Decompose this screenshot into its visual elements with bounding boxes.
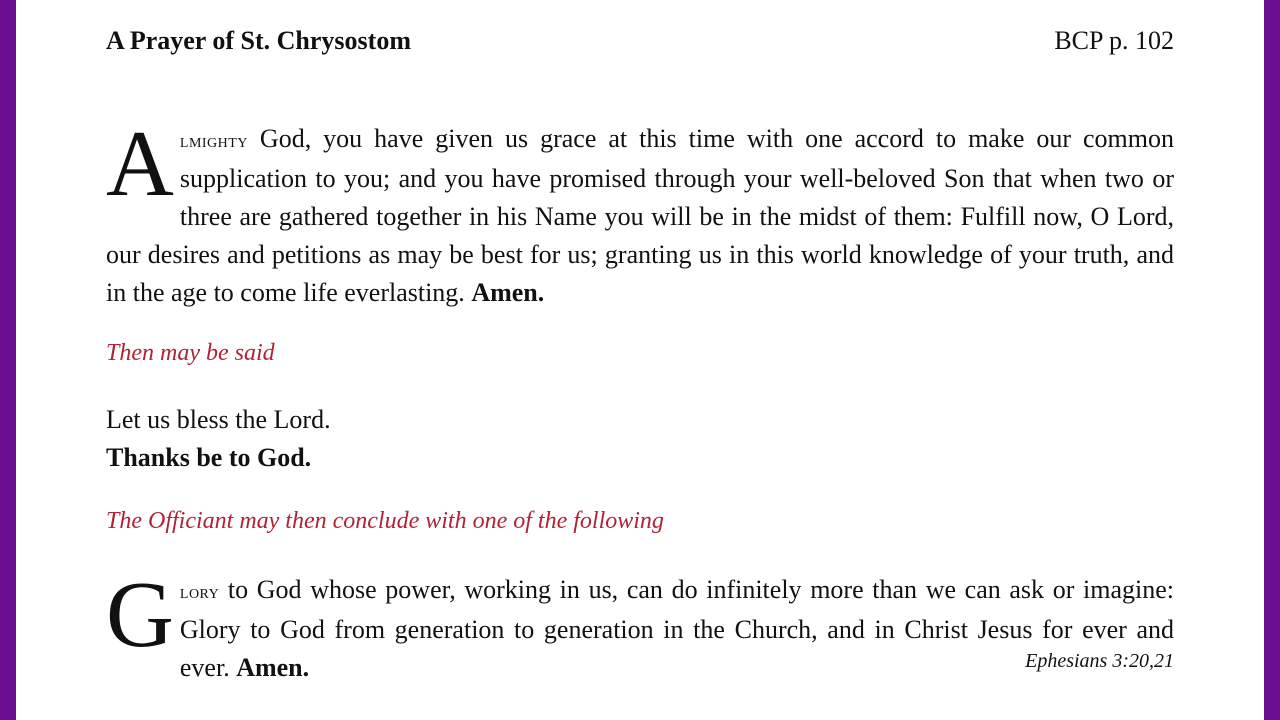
prayer-body: God, you have given us grace at this time with one accord to make our common supplication to you; and you have promised through your well-beloved Son that when two or three are gathered together in his Name you will be in the midst of them: Fulfill now, O Lord, our desires and petitions as may be best for us; granting us in this world knowledge of your truth, and in the age to come life everlasting. xyxy=(106,124,1174,307)
page-reference: BCP p. 102 xyxy=(1054,26,1174,55)
response: Thanks be to God. xyxy=(106,443,312,472)
drop-cap: A xyxy=(106,112,174,216)
prayer-chrysostom xyxy=(106,112,1174,312)
amen: Amen. xyxy=(236,653,310,682)
rubric-officiant-conclude: The Officiant may then conclude with one of the following xyxy=(106,508,664,534)
small-caps-text: lory xyxy=(179,581,220,603)
rubric-then-may-be-said: Then may be said xyxy=(106,340,275,366)
prayer-glory xyxy=(106,563,1174,687)
versicle: Let us bless the Lord. xyxy=(106,405,331,434)
page xyxy=(16,0,1264,720)
amen: Amen. xyxy=(471,278,545,307)
scripture-citation: Ephesians 3:20,21 xyxy=(1025,650,1174,672)
prayer-body: to God whose power, working in us, can do infinitely more than we can ask or imagine: Glory to God from generation to generation in the Church, and in Christ Jesus for ever and ever. xyxy=(179,575,1174,682)
drop-cap: G xyxy=(106,563,174,667)
prayer-title: A Prayer of St. Chrysostom xyxy=(106,26,411,55)
small-caps-text: lmighty xyxy=(179,130,248,152)
